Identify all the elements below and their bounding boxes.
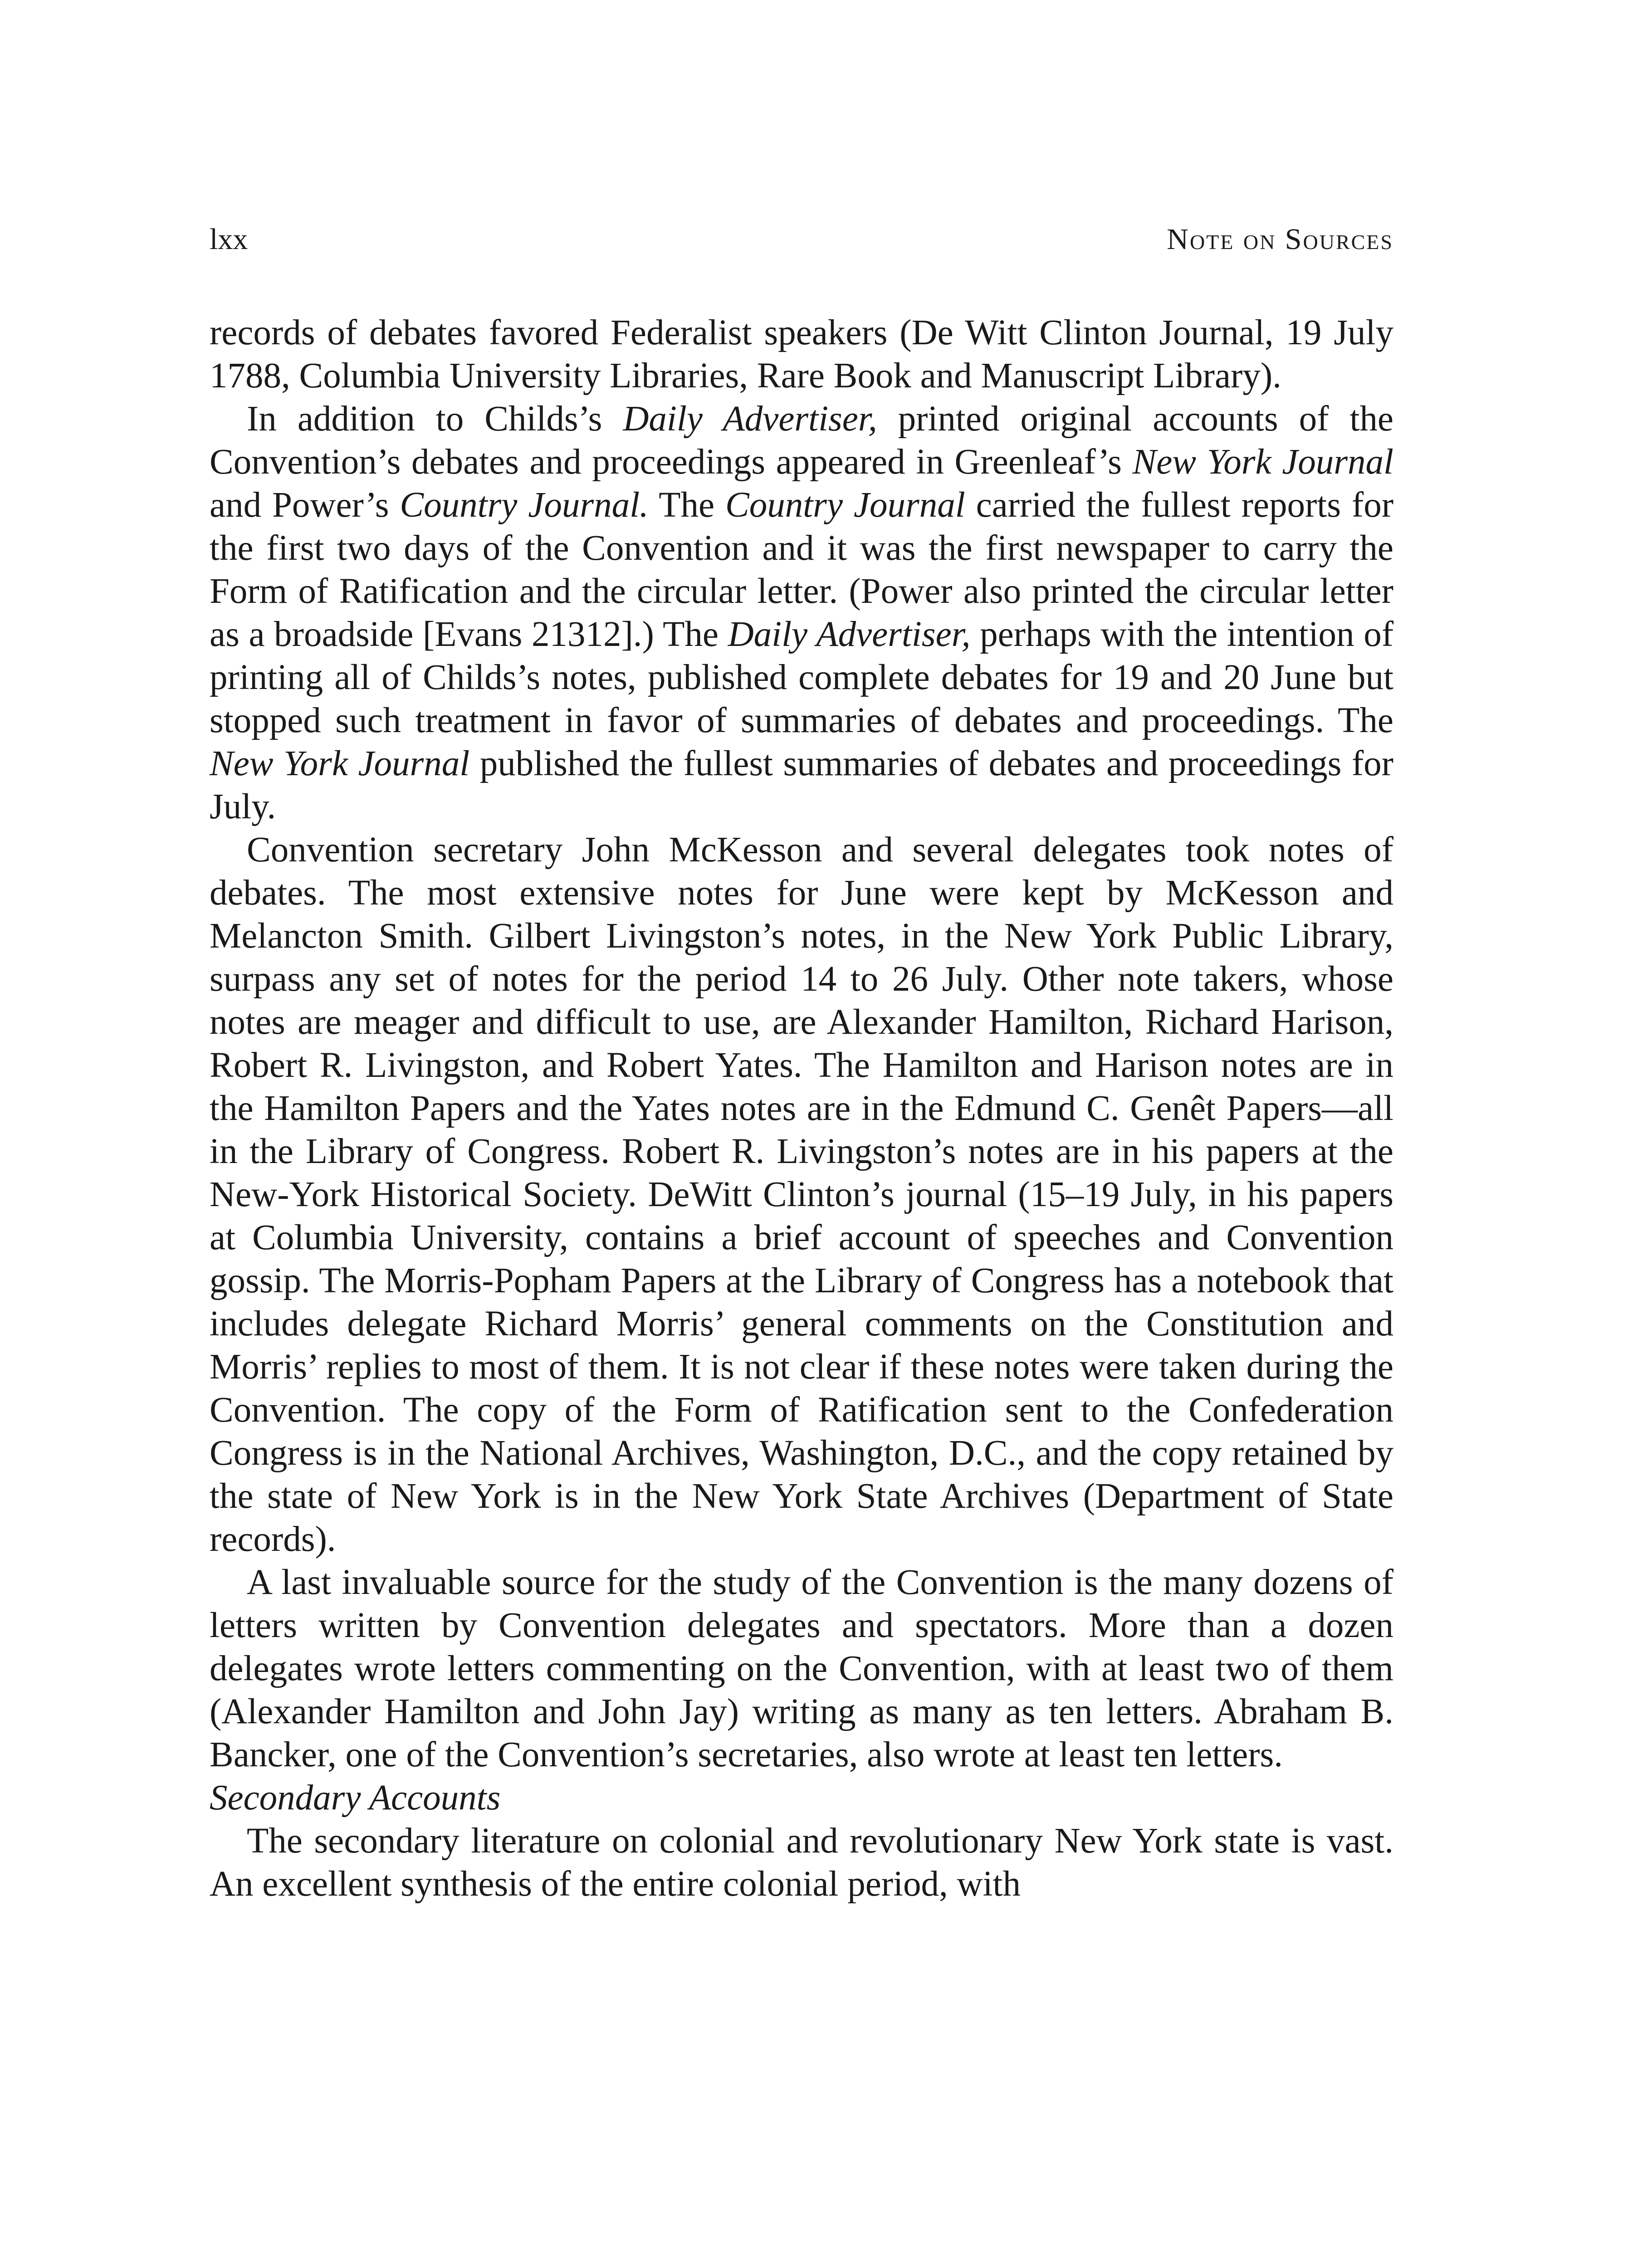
paragraph (210, 397, 1393, 828)
text-run: perhaps with the intention of printing all of Childs’s notes, published complete debates for 19 and 20 June but stopped such treatment in favor of summaries of debates and proceedings. The (210, 615, 1394, 740)
italic-title: Daily Advertiser, (728, 615, 971, 654)
page-number: lxx (210, 223, 248, 256)
paragraph (210, 1561, 1393, 1776)
running-head-title: Note on Sources (1167, 223, 1393, 256)
italic-title: New York Journal (210, 744, 470, 783)
italic-title: Country Journal (725, 485, 965, 525)
running-head (210, 221, 1393, 258)
text-run: published the fullest summaries of debates and proceedings for July. (210, 744, 1393, 826)
paragraph (210, 1819, 1393, 1906)
paragraph (210, 311, 1393, 397)
text-run: printed original accounts of the Convention’s debates and proceedings appeared in Greenleaf’s (210, 399, 1393, 482)
body-text (210, 311, 1393, 1906)
text-run: Convention secretary John McKesson and several delegates took notes of debates. The most extensive notes for June were kept by McKesson and Melancton Smith. Gilbert Livingston’s notes, in the New York Public Library, surpass any set of notes for the period 14 to 26 July. Other note takers, whose notes are meager and difficult to use, are Alexander Hamilton, Richard Harison, Robert R. Livingston, and Robert Yates. The Hamilton and Harison notes are in the Hamilton Papers and the Yates notes are in the Edmund C. Genêt Papers—all in the Library of Congress. Robert R. Livingston’s notes are in his papers at the New-York Historical Society. DeWitt Clinton’s journal (15–19 July, in his papers at Columbia University, contains a brief account of speeches and Convention gossip. The Morris-Popham Papers at the Library of Congress has a notebook that includes delegate Richard Morris’ general comments on the Constitution and Morris’ replies to most of them. It is not clear if these notes were taken during the Convention. The copy of the Form of Ratification sent to the Confederation Congress is in the National Archives, Washington, D.C., and the copy retained by the state of New York is in the New York State Archives (Department of State records). (210, 830, 1393, 1559)
italic-title: Daily Advertiser, (623, 399, 877, 439)
text-run: carried the fullest reports for the first two days of the Convention and it was the first newspaper to carry the Form of Ratification and the circular letter. (Power also printed the circular letter as a broadside [Evans 21312].) The (210, 485, 1393, 654)
paragraph (210, 828, 1393, 1561)
section-subheading: Secondary Accounts (210, 1778, 501, 1818)
text-run: The (648, 485, 726, 525)
text-run: In addition to Childs’s (247, 399, 623, 439)
text-run: A last invaluable source for the study of the Convention is the many dozens of letters written by Convention delegates and spectators. More than a dozen delegates wrote letters commenting on the Convention, with at least two of them (Alexander Hamilton and John Jay) writing as many as ten letters. Abraham B. Bancker, one of the Convention’s secretaries, also wrote at least ten letters. (210, 1563, 1393, 1774)
text-run: and Power’s (210, 485, 400, 525)
text-run: records of debates favored Federalist speakers (De Witt Clinton Journal, 19 July 1788, Columbia University Libraries, Rare Book and Manuscript Library). (210, 313, 1393, 396)
italic-title: Country Journal. (400, 485, 649, 525)
text-run: The secondary literature on colonial and revolutionary New York state is vast. An excellent synthesis of the entire colonial period, with (210, 1821, 1393, 1904)
italic-title: New York Journal (1132, 442, 1394, 482)
